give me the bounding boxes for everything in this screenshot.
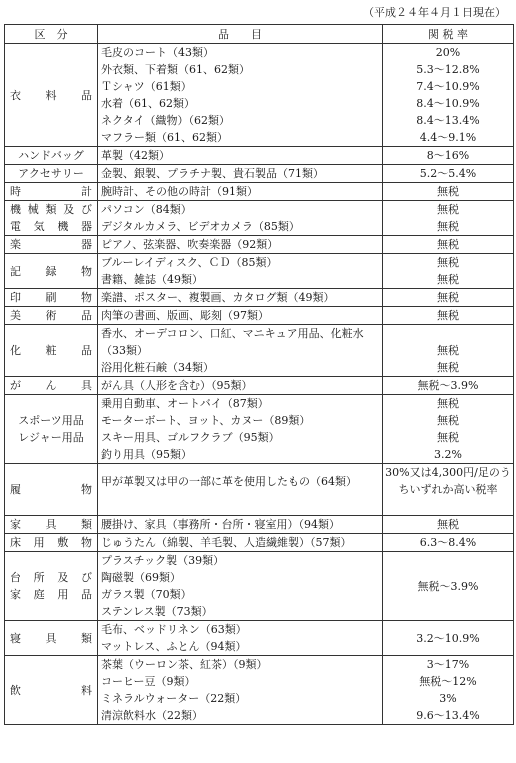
item-text: 書籍、雑誌（49類） <box>101 273 203 286</box>
table-row <box>5 307 514 325</box>
item-text: じゅうたん（綿製、羊毛製、人造繊維製）（57類） <box>101 536 352 549</box>
category-char: 品 <box>80 588 92 601</box>
item-text: 水着（61、62類） <box>101 97 195 110</box>
category-char: 類 <box>81 631 92 645</box>
items-cell <box>98 516 383 534</box>
item-text: ブルーレイディスク、ＣＤ（85類） <box>101 256 278 269</box>
category-char: 料 <box>81 683 92 697</box>
rate-cell <box>383 656 514 725</box>
rate-cell <box>383 534 514 552</box>
items-cell <box>98 464 383 516</box>
item-text: 釣り用具（95類） <box>101 448 192 461</box>
category-char: スポーツ用品 <box>18 414 84 427</box>
category-cell <box>5 621 98 656</box>
category-char: 記 <box>10 264 21 278</box>
table-row <box>5 516 514 534</box>
item-text: ピアノ、弦楽器、吹奏楽器（92類） <box>101 238 279 251</box>
category-cell <box>5 307 98 325</box>
rate-value: 無税 <box>437 414 459 427</box>
table-row <box>5 534 514 552</box>
item-text: 甲が革製又は甲の一部に革を使用したもの（64類） <box>101 474 357 488</box>
header-items: 品 目 <box>98 25 383 44</box>
category-cell <box>5 254 98 289</box>
table-row <box>5 289 514 307</box>
rate-value: 無税 <box>437 238 459 251</box>
item-text: デジタルカメラ、ビデオカメラ（85類） <box>101 220 300 233</box>
items-cell <box>98 656 383 725</box>
table-row <box>5 395 514 464</box>
table-body <box>5 44 514 725</box>
category-label <box>5 630 97 647</box>
category-cell <box>5 44 98 147</box>
category-char: 電 <box>10 220 21 233</box>
rate-cell <box>383 236 514 254</box>
rate-value: 無税 <box>437 344 459 357</box>
rate-cell <box>383 325 514 377</box>
table-row <box>5 464 514 516</box>
table-row <box>5 44 514 147</box>
rate-value: 8.4～10.9% <box>416 97 480 110</box>
category-label <box>5 218 97 235</box>
category-char: 類 <box>81 518 92 531</box>
item-text: 陶磁製（69類） <box>101 571 181 584</box>
category-cell <box>5 516 98 534</box>
item-text: 外衣類、下着類（61、62類） <box>101 63 250 76</box>
rate-value: 無税 <box>437 273 459 286</box>
category-char: 物 <box>81 291 92 304</box>
table-row <box>5 377 514 395</box>
items-cell <box>98 621 383 656</box>
category-char: が <box>10 379 21 392</box>
category-char: 家 <box>10 518 21 531</box>
rate-cell <box>383 621 514 656</box>
category-char: 楽 <box>10 238 21 251</box>
category-char: 及 <box>57 571 69 584</box>
table-row <box>5 165 514 183</box>
category-label <box>5 263 97 280</box>
category-char: 台 <box>10 571 21 584</box>
category-char: 気 <box>33 220 45 233</box>
category-char: 具 <box>45 518 57 531</box>
item-text: 革製（42類） <box>101 149 170 162</box>
category-char: 及 <box>63 203 75 216</box>
rate-spacer <box>383 325 513 342</box>
items-cell <box>98 552 383 621</box>
rate-cell <box>383 254 514 289</box>
rate-cell <box>383 307 514 325</box>
category-label <box>5 201 97 218</box>
rate-value: 3.2～10.9% <box>416 631 480 645</box>
category-char: 家 <box>10 588 21 601</box>
category-char: 録 <box>45 264 57 278</box>
category-label <box>5 429 97 446</box>
item-text: 楽譜、ポスター、複製画、カタログ類（49類） <box>101 291 335 304</box>
rate-cell <box>383 165 514 183</box>
rate-value: 6.3～8.4% <box>419 536 477 549</box>
rate-value: 無税～12% <box>419 675 477 688</box>
item-text: 金製、銀製、プラチナ製、貴石製品（71類） <box>101 167 324 180</box>
effective-date-note: （平成２４年４月１日現在） <box>363 6 506 19</box>
rate-value: 5.3～12.8% <box>416 63 480 76</box>
items-cell <box>98 165 383 183</box>
items-cell <box>98 307 383 325</box>
category-char: ハンドバッグ <box>18 149 84 162</box>
category-cell <box>5 183 98 201</box>
rate-cell <box>383 395 514 464</box>
rate-value: 無税～3.9% <box>417 379 479 392</box>
item-text: 浴用化粧石鹸（34類） <box>101 361 214 374</box>
rate-value: 無税 <box>437 291 459 304</box>
item-text: ガラス製（70類） <box>101 588 192 601</box>
rate-value: 3～17% <box>426 658 470 671</box>
rate-value: 無税 <box>437 185 459 198</box>
rate-value: 3.2% <box>434 448 462 461</box>
rate-value: 30%又は4,300円/足のうちいずれか高い税率 <box>385 466 511 496</box>
item-text: Ｔシャツ（61類） <box>101 80 192 93</box>
item-text: ミネラルウォーター（22類） <box>101 692 247 705</box>
category-cell <box>5 236 98 254</box>
rate-value: 3% <box>439 692 457 705</box>
items-cell <box>98 377 383 395</box>
rate-cell <box>383 552 514 621</box>
item-text: 毛皮のコート（43類） <box>101 46 214 59</box>
tariff-table <box>4 24 514 725</box>
rate-value: 無税 <box>437 309 459 322</box>
category-char: 用 <box>33 536 45 549</box>
items-cell <box>98 201 383 236</box>
category-char: び <box>80 571 92 584</box>
items-cell <box>98 183 383 201</box>
category-char: 物 <box>81 483 92 496</box>
category-char: レジャー用品 <box>18 431 84 444</box>
category-label <box>5 289 97 306</box>
category-label <box>5 342 97 359</box>
category-label <box>5 165 97 182</box>
category-char: 器 <box>81 238 92 251</box>
item-text: 腰掛け、家具（事務所・台所・寝室用）（94類） <box>101 518 341 531</box>
table-row <box>5 621 514 656</box>
category-char: び <box>81 203 92 216</box>
category-cell <box>5 395 98 464</box>
category-label <box>5 412 97 429</box>
item-text: 茶葉（ウーロン茶、紅茶）（9類） <box>101 658 268 671</box>
category-label <box>5 534 97 551</box>
item-text: スキー用具、ゴルフクラブ（95類） <box>101 431 280 444</box>
item-text: 清涼飲料水（22類） <box>101 709 203 722</box>
category-char: 粧 <box>45 344 57 357</box>
category-char: ん <box>45 379 57 392</box>
item-text: マットレス、ふとん（94類） <box>101 640 247 653</box>
category-char: 敷 <box>57 536 69 549</box>
category-char: 品 <box>81 88 92 102</box>
item-text: 乗用自動車、オートバイ（87類） <box>101 397 269 410</box>
category-label <box>5 377 97 394</box>
category-cell <box>5 147 98 165</box>
item-text: 腕時計、その他の時計（91類） <box>101 185 258 198</box>
table-row <box>5 201 514 236</box>
category-cell <box>5 325 98 377</box>
category-label <box>5 236 97 253</box>
category-cell <box>5 552 98 621</box>
table-row <box>5 183 514 201</box>
item-text: 肉筆の書画、版画、彫刻（97類） <box>101 309 269 322</box>
category-char: 所 <box>33 571 45 584</box>
category-label <box>5 147 97 164</box>
category-char: 機 <box>57 220 69 233</box>
items-cell <box>98 289 383 307</box>
rate-value: 無税 <box>437 220 459 233</box>
table-row <box>5 147 514 165</box>
rate-cell <box>383 147 514 165</box>
category-cell <box>5 289 98 307</box>
category-char: 寝 <box>10 631 21 645</box>
items-cell <box>98 147 383 165</box>
category-char: 械 <box>27 203 39 216</box>
category-char: 履 <box>10 483 21 496</box>
category-char: 刷 <box>45 291 57 304</box>
items-cell <box>98 534 383 552</box>
item-text: がん具（人形を含む）（95類） <box>101 379 253 392</box>
category-char: 美 <box>10 309 21 322</box>
category-char: 品 <box>81 309 92 322</box>
rate-value: 8.4～13.4% <box>416 114 480 127</box>
header-rate: 関 税 率 <box>383 25 514 44</box>
category-char: 具 <box>81 379 92 392</box>
category-char: 料 <box>45 88 57 102</box>
table-row <box>5 656 514 725</box>
rate-cell <box>383 289 514 307</box>
category-char: 庭 <box>33 588 45 601</box>
rate-value: 無税 <box>437 518 459 531</box>
table-header-row <box>5 25 514 44</box>
category-cell <box>5 534 98 552</box>
category-char: 品 <box>81 344 92 357</box>
category-char: 具 <box>45 631 57 645</box>
rate-value: 無税 <box>437 256 459 269</box>
rate-value: 20% <box>435 46 461 59</box>
category-label <box>5 682 97 699</box>
category-char: 衣 <box>10 88 21 102</box>
category-char: 物 <box>81 264 92 278</box>
rate-value: 無税～3.9% <box>417 579 479 593</box>
item-text: プラスチック製（39類） <box>101 554 225 567</box>
rate-value: 9.6～13.4% <box>416 709 480 722</box>
category-char: 化 <box>10 344 21 357</box>
table-row <box>5 552 514 621</box>
rate-value: 8～16% <box>426 149 470 162</box>
category-label <box>5 569 97 586</box>
category-cell <box>5 165 98 183</box>
item-text: パソコン（84類） <box>101 203 192 216</box>
category-char: アクセサリー <box>18 167 84 180</box>
rate-cell <box>383 377 514 395</box>
rate-value: 7.4～10.9% <box>416 80 480 93</box>
category-char: 物 <box>80 536 92 549</box>
rate-cell <box>383 183 514 201</box>
category-char: 印 <box>10 291 21 304</box>
category-label <box>5 481 97 498</box>
item-text: モーターボート、ヨット、カヌー（89類） <box>101 414 311 427</box>
category-char: 機 <box>10 203 21 216</box>
table-row <box>5 236 514 254</box>
rate-cell <box>383 464 514 516</box>
header-category: 区 分 <box>5 25 98 44</box>
category-char: 飲 <box>10 683 21 697</box>
rate-value: 無税 <box>437 361 459 374</box>
category-char: 床 <box>10 536 21 549</box>
item-text: 香水、オーデコロン、口紅、マニキュア用品、化粧水（33類） <box>101 327 364 357</box>
category-char: 時 <box>10 185 21 198</box>
rate-cell <box>383 44 514 147</box>
item-text: ステンレス製（73類） <box>101 605 213 618</box>
items-cell <box>98 44 383 147</box>
category-cell <box>5 377 98 395</box>
category-label <box>5 516 97 533</box>
rate-value: 無税 <box>437 203 459 216</box>
rate-value: 無税 <box>437 397 459 410</box>
table-row <box>5 254 514 289</box>
category-label <box>5 183 97 200</box>
category-cell <box>5 656 98 725</box>
items-cell <box>98 236 383 254</box>
category-cell <box>5 464 98 516</box>
rate-value: 5.2～5.4% <box>419 167 477 180</box>
category-label <box>5 586 97 603</box>
table-row <box>5 325 514 377</box>
rate-cell <box>383 516 514 534</box>
category-char: 器 <box>80 220 92 233</box>
items-cell <box>98 254 383 289</box>
rate-cell <box>383 201 514 236</box>
items-cell <box>98 325 383 377</box>
item-text: コーヒー豆（9類） <box>101 675 196 688</box>
item-text: マフラー類（61、62類） <box>101 131 228 144</box>
rate-value: 4.4～9.1% <box>419 131 477 144</box>
category-char: 術 <box>45 309 57 322</box>
category-cell <box>5 201 98 236</box>
category-char: 用 <box>57 588 69 601</box>
category-label <box>5 87 97 104</box>
category-label <box>5 307 97 324</box>
item-text: ネクタイ（織物）（62類） <box>101 114 231 127</box>
item-text: 毛布、ベッドリネン（63類） <box>101 623 247 636</box>
rate-value: 無税 <box>437 431 459 444</box>
category-char: 計 <box>81 185 92 198</box>
category-char: 類 <box>45 203 57 216</box>
items-cell <box>98 395 383 464</box>
